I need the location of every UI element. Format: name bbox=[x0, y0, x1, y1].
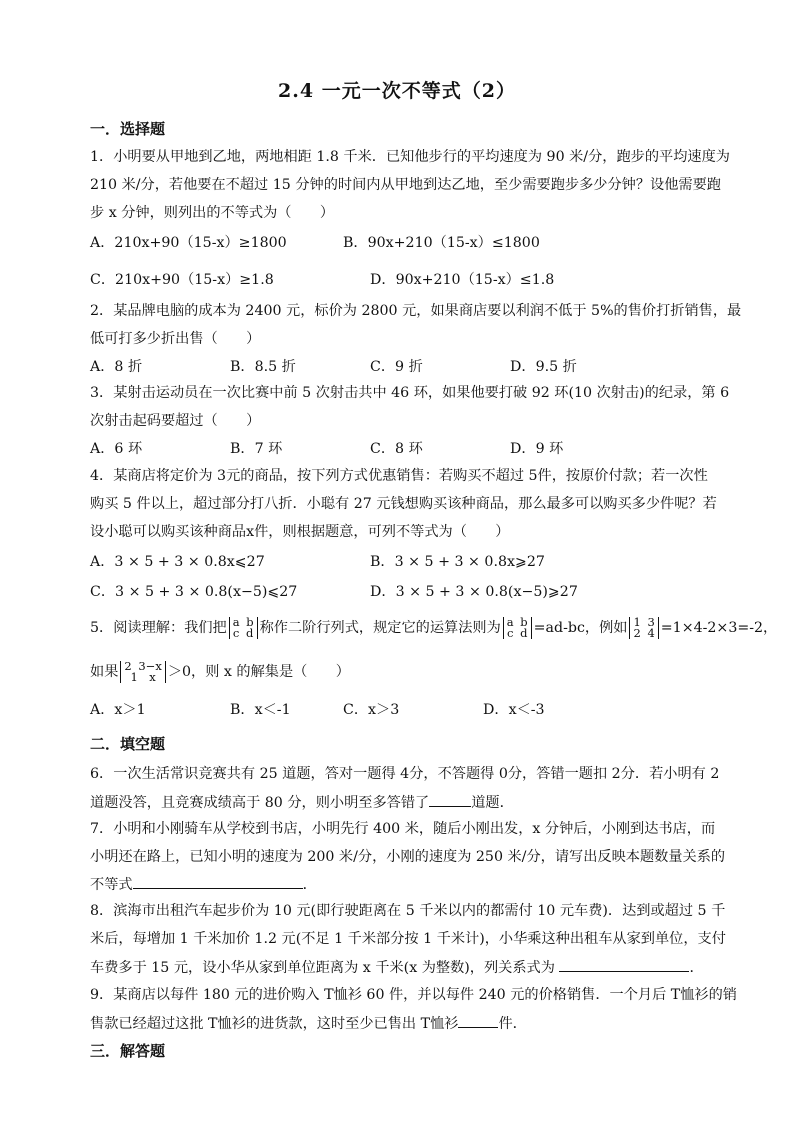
q7-line-1: 7．小明和小刚骑车从学校到书店，小明先行 400 米，随后小刚出发，x 分钟后，小刚到达书店，而 bbox=[90, 821, 716, 837]
q3-line-2: 次射击起码要超过（ ） bbox=[90, 413, 261, 429]
q8-text-a: 车费多于 15 元，设小华从家到单位距离为 x 千米(x 为整数)，列关系式为 bbox=[90, 960, 560, 976]
q1-option-c: C．210x+90（15-x）≥1.8 bbox=[90, 272, 274, 288]
q7-text-b: ． bbox=[302, 877, 317, 893]
section-heading-solve: 三．解答题 bbox=[90, 1042, 166, 1060]
q9-line-2 bbox=[90, 1013, 710, 1034]
q9-answer-blank[interactable] bbox=[458, 1013, 498, 1028]
q4-option-c: C．3 × 5 + 3 × 0.8(x−5)⩽27 bbox=[90, 584, 298, 600]
q5-option-a: A．x＞1 bbox=[90, 702, 146, 718]
q2-line-1: 2．某品牌电脑的成本为 2400 元，标价为 2800 元，如果商店要以利润不低于 5%的售价打折销售，最 bbox=[90, 303, 742, 319]
q5-text-5: 如果 bbox=[90, 664, 119, 680]
q3-option-a: A．6 环 bbox=[90, 441, 143, 457]
q2-option-d: D．9.5 折 bbox=[510, 359, 577, 375]
q6-text-b: 道题． bbox=[471, 795, 514, 811]
q3-option-d: D．9 环 bbox=[510, 441, 564, 457]
q5-line-2 bbox=[90, 659, 710, 685]
q3-option-b: B．7 环 bbox=[230, 441, 283, 457]
q4-line-1: 4．某商店将定价为 3元的商品，按下列方式优惠销售：若购买不超过 5件，按原价付款；若一次性 bbox=[90, 468, 708, 484]
determinant-example: 1 3 2 4 bbox=[629, 617, 658, 639]
q4-option-a: A．3 × 5 + 3 × 0.8x⩽27 bbox=[90, 554, 265, 570]
q5-line-1 bbox=[90, 615, 778, 641]
q6-line-1: 6．一次生活常识竞赛共有 25 道题，答对一题得 4分，不答题得 0分，答错一题扣 2分．若小明有 2 bbox=[90, 766, 720, 782]
q3-option-c: C．8 环 bbox=[370, 441, 423, 457]
q2-option-c: C．9 折 bbox=[370, 359, 423, 375]
determinant-abcd-rule: a b c d bbox=[503, 617, 532, 639]
q6-answer-blank[interactable] bbox=[429, 792, 471, 807]
q5-text-6: ＞0，则 x 的解集是（ ） bbox=[167, 664, 350, 680]
q1-line-3: 步 x 分钟，则列出的不等式为（ ） bbox=[90, 205, 335, 221]
q1-option-d: D．90x+210（15-x）≤1.8 bbox=[370, 272, 555, 288]
q5-text-3: =ad-bc，例如 bbox=[533, 620, 628, 636]
q6-text-a: 道题没答，且竞赛成绩高于 80 分，则小明至多答错了 bbox=[90, 795, 430, 811]
q9-line-1: 9．某商店以每件 180 元的进价购入 T恤衫 60 件，并以每件 240 元的价格销售．一个月后 T恤衫的销 bbox=[90, 987, 737, 1003]
q7-text-a: 不等式 bbox=[90, 877, 133, 893]
q7-line-2: 小明还在路上，已知小明的速度为 200 米/分，小刚的速度为 250 米/分，请写出反映本题数量关系的 bbox=[90, 849, 726, 865]
q6-line-2 bbox=[90, 792, 710, 813]
q7-answer-blank[interactable] bbox=[133, 874, 303, 889]
q3-line-1: 3．某射击运动员在一次比赛中前 5 次射击共中 46 环，如果他要打破 92 环(10 次射击)的纪录，第 6 bbox=[90, 385, 730, 401]
section-heading-choice: 一．选择题 bbox=[90, 120, 166, 138]
q4-option-d: D．3 × 5 + 3 × 0.8(x−5)⩾27 bbox=[370, 584, 578, 600]
q8-line-2: 米后，每增加 1 千米加价 1.2 元(不足 1 千米部分按 1 千米计)，小华乘这种出租车从家到单位，支付 bbox=[90, 931, 726, 947]
q4-line-3: 设小聪可以购买该种商品x件，则根据题意，可列不等式为（ ） bbox=[90, 524, 510, 540]
q5-option-d: D．x＜-3 bbox=[483, 702, 545, 718]
q7-line-3 bbox=[90, 874, 710, 895]
q5-text-2: 称作二阶行列式，规定它的运算法则为 bbox=[259, 620, 501, 636]
q8-text-b: ． bbox=[689, 960, 704, 976]
q1-line-2: 210 米/分，若他要在不超过 15 分钟的时间内从甲地到达乙地，至少需要跑步多少分钟？设他需要跑 bbox=[90, 177, 721, 193]
q1-option-b: B．90x+210（15-x）≤1800 bbox=[343, 235, 540, 251]
determinant-condition: 2 3−x 1 x bbox=[120, 661, 165, 683]
q4-option-b: B．3 × 5 + 3 × 0.8x⩾27 bbox=[370, 554, 545, 570]
q2-option-a: A．8 折 bbox=[90, 359, 143, 375]
q2-line-2: 低可打多少折出售（ ） bbox=[90, 331, 261, 347]
determinant-abcd: a b c d bbox=[229, 617, 258, 639]
q8-answer-blank[interactable] bbox=[559, 957, 689, 972]
page-title: 2.4 一元一次不等式（2） bbox=[278, 80, 516, 102]
q1-line-1: 1．小明要从甲地到乙地，两地相距 1.8 千米．已知他步行的平均速度为 90 米/分，跑步的平均速度为 bbox=[90, 149, 730, 165]
section-heading-fill: 二．填空题 bbox=[90, 735, 166, 753]
q9-text-b: 件． bbox=[498, 1016, 527, 1032]
q5-option-c: C．x＞3 bbox=[343, 702, 400, 718]
q5-option-b: B．x＜-1 bbox=[230, 702, 291, 718]
q8-line-1: 8．滨海市出租汽车起步价为 10 元(即行驶距离在 5 千米以内的都需付 10 元车费)．达到或超过 5 千 bbox=[90, 903, 726, 919]
q5-text-4: =1×4-2×3=-2， bbox=[660, 620, 778, 636]
q5-text-1: 5．阅读理解：我们把 bbox=[90, 620, 227, 636]
q8-line-3 bbox=[90, 957, 710, 978]
q9-text-a: 售款已经超过这批 T恤衫的进货款，这时至少已售出 T恤衫 bbox=[90, 1016, 459, 1032]
q4-line-2: 购买 5 件以上，超过部分打八折．小聪有 27 元钱想购买该种商品，那么最多可以购买多少件呢？若 bbox=[90, 496, 717, 512]
q2-option-b: B．8.5 折 bbox=[230, 359, 296, 375]
q1-option-a: A．210x+90（15-x）≥1800 bbox=[90, 235, 287, 251]
